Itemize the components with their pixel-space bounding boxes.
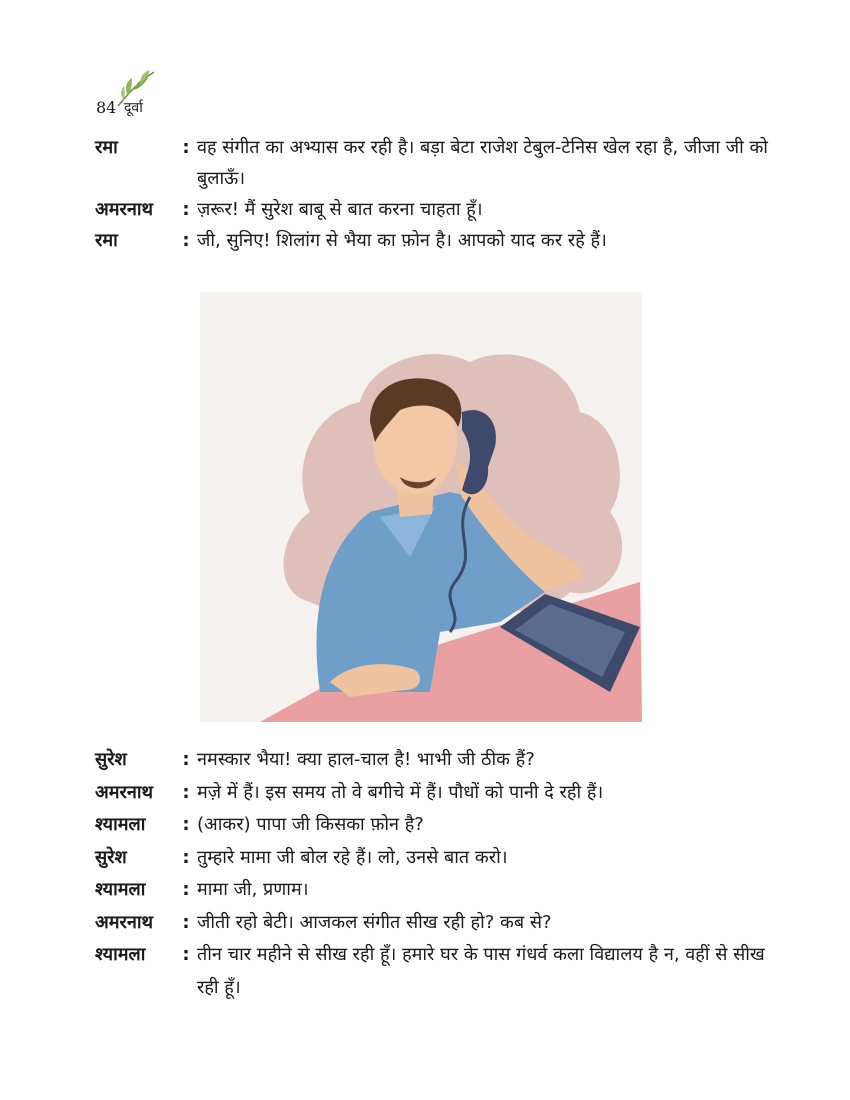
speech-text: ज़रूर! मैं सुरेश बाबू से बात करना चाहता हूँ।: [197, 199, 483, 220]
dialogue-line: [95, 939, 775, 1004]
colon: :: [182, 749, 190, 770]
speech-text: तीन चार महीने से सीख रही हूँ। हमारे घर के पास गंधर्व कला विद्यालय है न, वहीं से सीख रही हूँ।: [197, 944, 765, 998]
page-header: [96, 68, 176, 120]
page-number: 84: [96, 98, 117, 117]
speaker-name: सुरेश: [95, 846, 127, 868]
speaker-name: रमा: [95, 137, 118, 158]
dialogue-top: [95, 132, 775, 256]
speech-text: मज़े में हैं। इस समय तो वे बगीचे में हैं। पौधों को पानी दे रही हैं।: [197, 781, 604, 803]
speaker-name: सुरेश: [95, 749, 127, 770]
speech-text: जीती रहो बेटी। आजकल संगीत सीख रही हो? कब से?: [197, 911, 552, 933]
speaker-name: श्यामला: [95, 944, 146, 965]
dialogue-line: [95, 809, 775, 842]
speech-text: (आकर) पापा जी किसका फ़ोन है?: [197, 814, 424, 835]
dialogue-line: [95, 777, 775, 810]
dialogue-line: [95, 194, 775, 225]
speaker-name: अमरनाथ: [95, 781, 154, 803]
colon: :: [182, 814, 190, 835]
speech-text: नमस्कार भैया! क्या हाल-चाल है! भाभी जी ठीक हैं?: [197, 749, 535, 770]
colon: :: [182, 846, 190, 868]
dialogue-line: [95, 842, 775, 875]
man-on-phone-illustration: [200, 292, 642, 722]
speaker-name: अमरनाथ: [95, 199, 154, 220]
colon: :: [182, 137, 190, 158]
speaker-name: अमरनाथ: [95, 911, 154, 933]
dialogue-line: [95, 907, 775, 940]
speech-text: तुम्हारे मामा जी बोल रहे हैं। लो, उनसे बात करो।: [197, 846, 508, 868]
dialogue-line: [95, 874, 775, 907]
colon: :: [182, 944, 190, 965]
colon: :: [182, 230, 190, 251]
speaker-name: रमा: [95, 230, 118, 251]
speaker-name: श्यामला: [95, 814, 146, 835]
speech-text: वह संगीत का अभ्यास कर रही है। बड़ा बेटा राजेश टेबुल-टेनिस खेल रहा है, जीजा जी को बुलाऊँ।: [197, 137, 768, 189]
speaker-name: श्यामला: [95, 879, 146, 900]
speech-text: जी, सुनिए! शिलांग से भैया का फ़ोन है। आपको याद कर रहे हैं।: [197, 230, 607, 251]
colon: :: [182, 781, 190, 803]
colon: :: [182, 199, 190, 220]
colon: :: [182, 911, 190, 933]
colon: :: [182, 879, 190, 900]
speech-text: मामा जी, प्रणाम।: [197, 879, 309, 900]
dialogue-line: [95, 744, 775, 777]
dialogue-line: [95, 132, 775, 194]
book-title: दूर्वा: [124, 100, 143, 116]
dialogue-bottom: [95, 744, 775, 1004]
dialogue-line: [95, 225, 775, 256]
